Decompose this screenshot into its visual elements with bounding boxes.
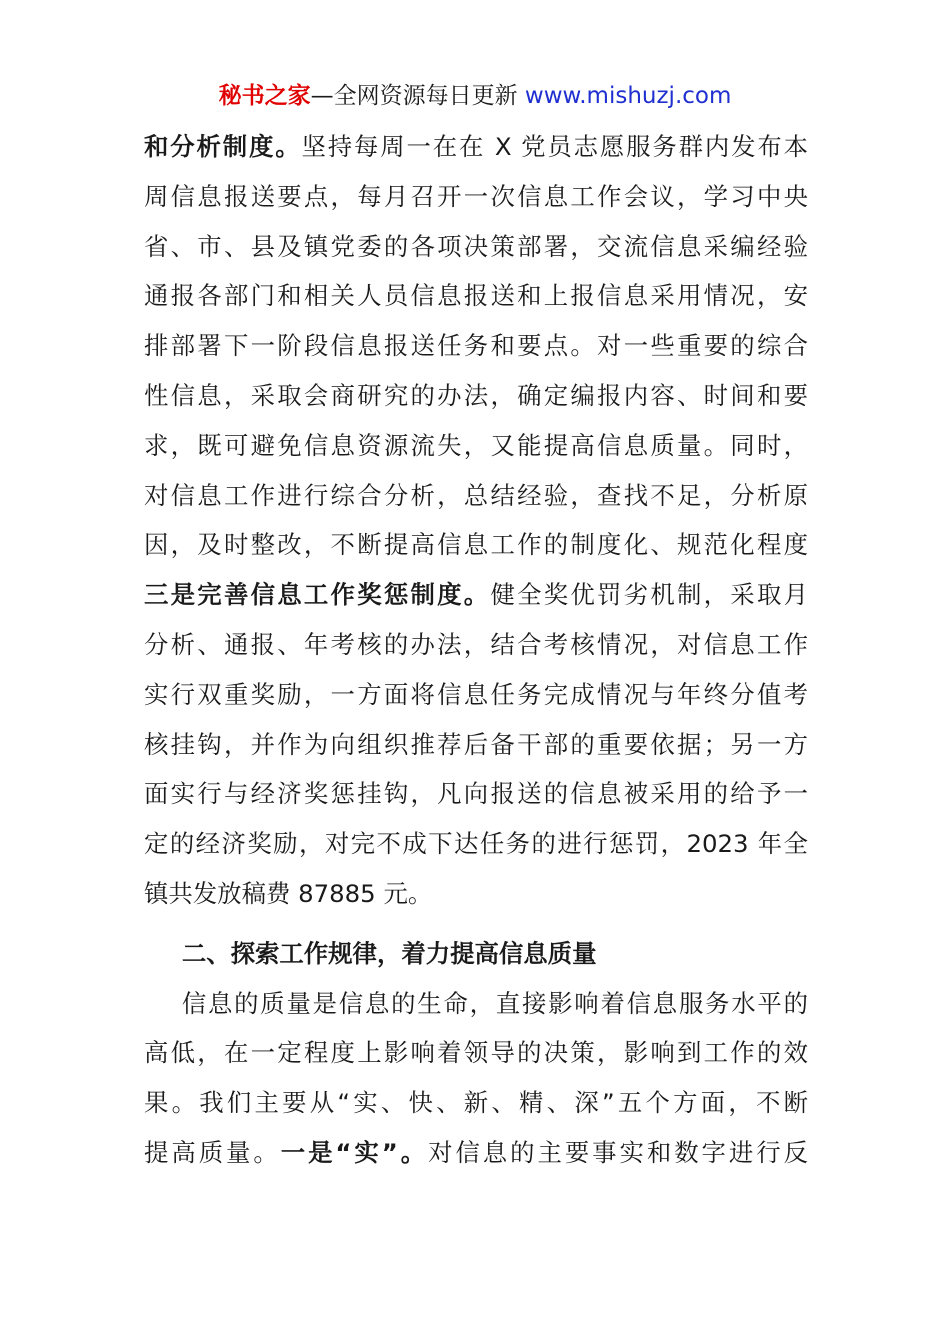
document-body <box>144 122 808 1178</box>
text-line: 核挂钩，并作为向组织推荐后备干部的重要依据；另一方 <box>144 729 808 759</box>
spacer <box>144 919 808 929</box>
text-line: 果。我们主要从“实、快、新、精、深”五个方面，不断 <box>144 1088 808 1118</box>
section-heading: 二、探索工作规律，着力提高信息质量 <box>181 938 597 968</box>
paragraph-info-quality <box>144 979 808 1178</box>
header-site-link[interactable]: www.mishuzj.com <box>524 83 732 109</box>
text-line: 面实行与经济奖惩挂钩，凡向报送的信息被采用的给予一 <box>144 779 808 809</box>
text-line: 性信息，采取会商研究的办法，确定编报内容、时间和要 <box>144 380 808 410</box>
paragraph-analysis-system <box>144 122 808 570</box>
text-line: 定的经济奖励，对完不成下达任务的进行惩罚，2023 年全 <box>144 829 808 859</box>
header-tagline: —全网资源每日更新 <box>310 83 525 109</box>
text-line: 对信息工作进行综合分析，总结经验，查找不足，分析原 <box>144 480 808 510</box>
text-line: 省、市、县及镇党委的各项决策部署，交流信息采编经验 <box>144 231 808 261</box>
bold-lead: 和分析制度。 <box>144 132 302 161</box>
text-line: 信息的质量是信息的生命，直接影响着信息服务水平的 <box>181 988 808 1018</box>
paragraph-reward-system <box>144 570 808 919</box>
bold-lead: 一是“实”。 <box>280 1137 429 1167</box>
text-line: 高低，在一定程度上影响着领导的决策，影响到工作的效 <box>144 1038 808 1068</box>
header-brand: 秘书之家 <box>218 83 311 109</box>
text-line: 分析、通报、年考核的办法，结合考核情况，对信息工作 <box>144 629 808 659</box>
text-line: 周信息报送要点，每月召开一次信息工作会议，学习中央 <box>144 181 808 211</box>
page-header <box>0 80 950 112</box>
text-line: 三是完善信息工作奖惩制度。健全奖优罚劣机制，采取月 <box>144 580 808 610</box>
text-line: 镇共发放稿费 87885 元。 <box>144 878 433 908</box>
bold-lead: 三是完善信息工作奖惩制度。 <box>144 580 491 610</box>
text-line: 通报各部门和相关人员信息报送和上报信息采用情况，安 <box>144 281 808 311</box>
text-line: 提高质量。一是“实”。对信息的主要事实和数字进行反 <box>144 1137 808 1167</box>
text-line: 排部署下一阶段信息报送任务和要点。对一些重要的综合 <box>144 331 808 361</box>
text-line: 和分析制度。坚持每周一在在 X 党员志愿服务群内发布本 <box>144 132 808 161</box>
text-line: 因，及时整改，不断提高信息工作的制度化、规范化程度 <box>144 530 808 560</box>
text-line: 实行双重奖励，一方面将信息任务完成情况与年终分值考 <box>144 679 808 709</box>
text-line: 求，既可避免信息资源流失，又能提高信息质量。同时， <box>144 430 808 460</box>
